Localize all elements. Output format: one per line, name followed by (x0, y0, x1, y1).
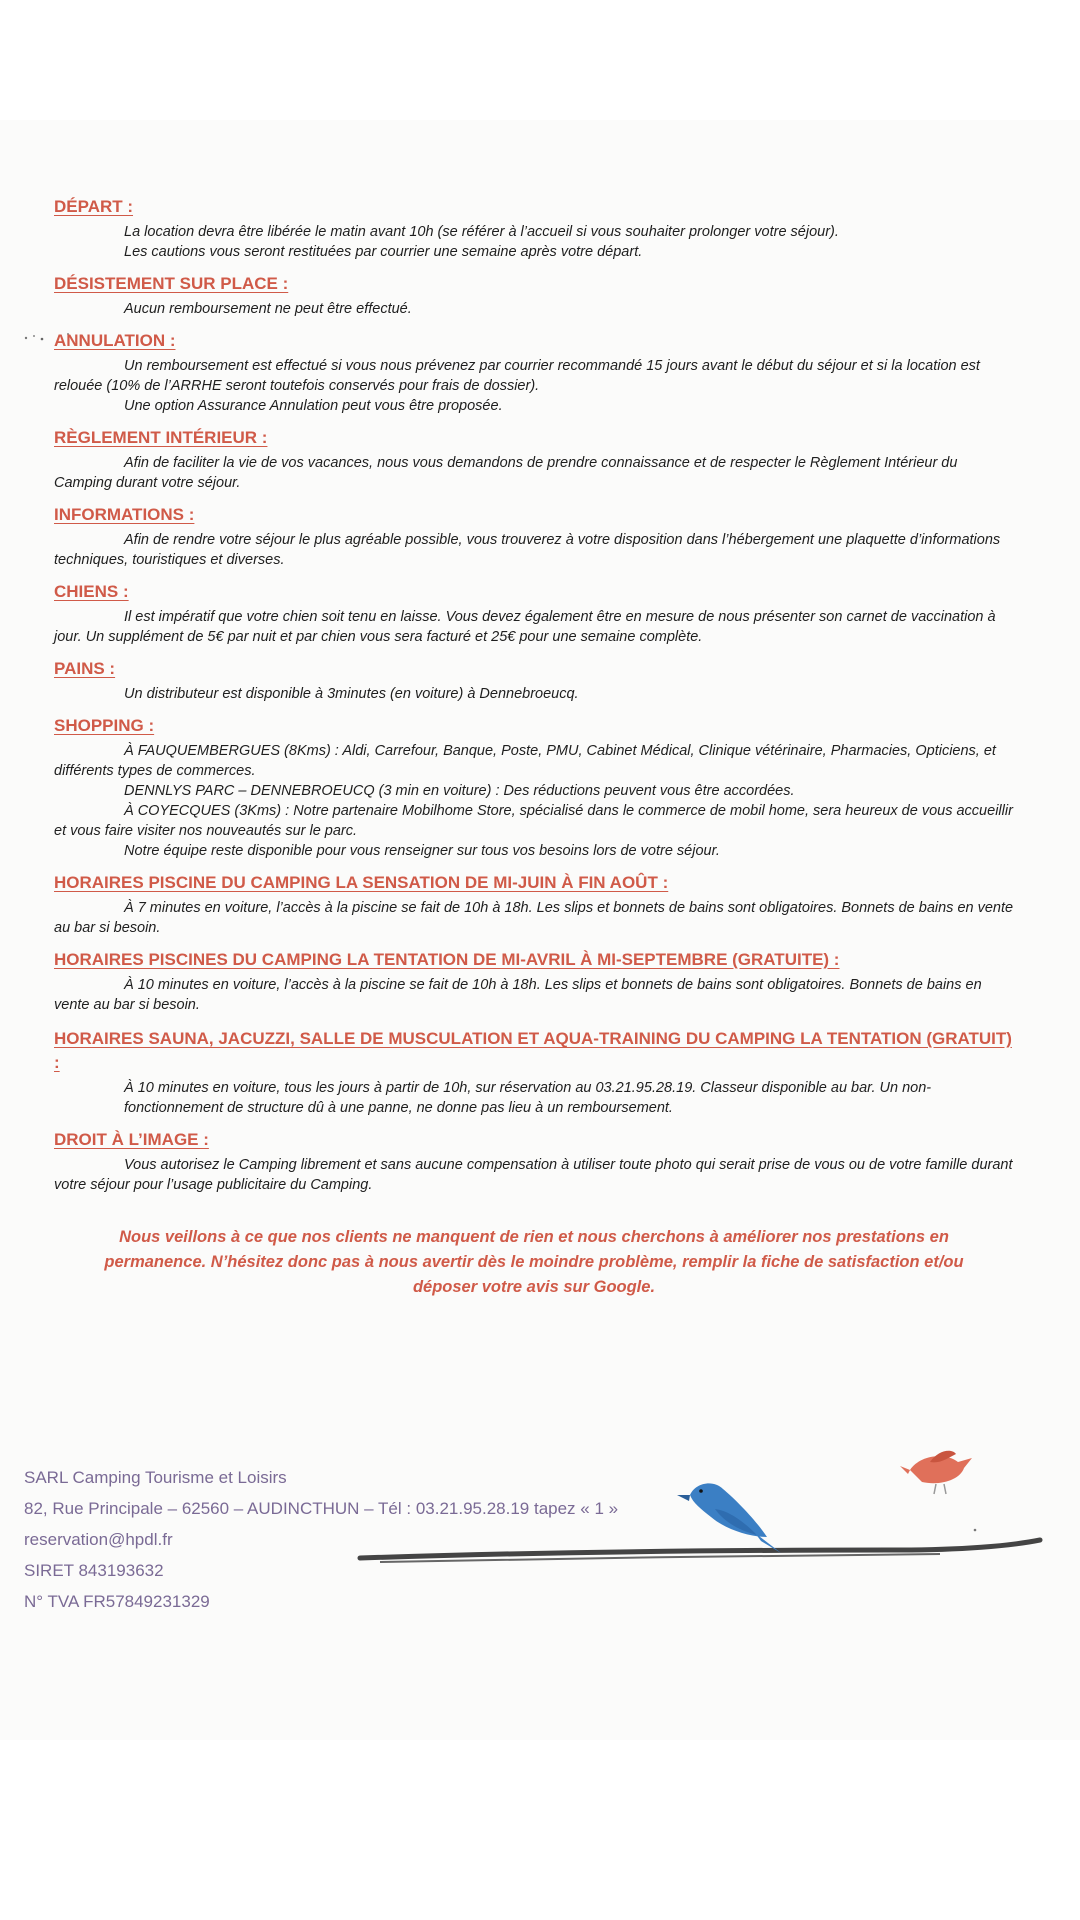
section-heading: DÉPART : (54, 197, 134, 216)
section-text: À COYECQUES (3Kms) : Notre partenaire Mobilhome Store, spécialisé dans le commerce de mobil home, sera heureux de vous accueillir et vous faire visiter nos nouveautés sur le parc. (54, 803, 1013, 839)
footer-email: reservation@hpdl.fr (24, 1530, 173, 1549)
section (54, 195, 1014, 262)
section (54, 948, 1014, 1015)
section (54, 1128, 1014, 1195)
section-text: La location devra être libérée le matin avant 10h (se référer à l’accueil si vous souhaiter prolonger votre séjour). (124, 224, 839, 240)
section-heading: HORAIRES SAUNA, JACUZZI, SALLE DE MUSCULATION ET AQUA-TRAINING DU CAMPING LA TENTATION (GRATUIT) : (54, 1029, 1012, 1072)
section-heading: CHIENS : (54, 582, 129, 601)
section-text: À 10 minutes en voiture, tous les jours à partir de 10h, sur réservation au 03.21.95.28.19. Classeur disponible au bar. Un non-fonctionnement de structure dû à une panne, ne donne pas lieu à un remboursement. (124, 1080, 932, 1116)
section-heading: INFORMATIONS : (54, 505, 195, 524)
section (54, 1027, 1014, 1118)
section-text: Un remboursement est effectué si vous nous prévenez par courrier recommandé 15 jours avant le début du séjour et si la location est relouée (10% de l’ARRHE seront toutefois conservés pour frais de dossier). (54, 358, 980, 394)
footer-siret: SIRET 843193632 (24, 1561, 164, 1580)
section-heading: ANNULATION : (54, 331, 176, 350)
section-heading: DROIT À L’IMAGE : (54, 1130, 209, 1149)
section-text: DENNLYS PARC – DENNEBROEUCQ (3 min en voiture) : Des réductions peuvent vous être accordées. (124, 783, 795, 799)
rules-document (54, 195, 1014, 1300)
footer-company: SARL Camping Tourisme et Loisirs (24, 1468, 287, 1487)
red-bird-icon (900, 1451, 972, 1494)
section-text: Les cautions vous seront restituées par courrier une semaine après votre départ. (124, 244, 643, 260)
section (54, 272, 1014, 319)
closing-message: Nous veillons à ce que nos clients ne manquent de rien et nous cherchons à améliorer nos prestations en permanence. N’hésitez donc pas à nous avertir dès le moindre problème, remplir la fiche de satisfaction et/ou déposer votre avis sur Google. (104, 1228, 964, 1296)
section (54, 714, 1014, 861)
section-text: Afin de rendre votre séjour le plus agréable possible, vous trouverez à votre disposition dans l’hébergement une plaquette d’informations techniques, touristiques et diverses. (54, 532, 1001, 568)
section-heading: SHOPPING : (54, 716, 155, 735)
section-text: Il est impératif que votre chien soit tenu en laisse. Vous devez également être en mesure de nous présenter son carnet de vaccination à jour. Un supplément de 5€ par nuit et par chien vous sera facturé et 25€ pour une semaine complète. (54, 609, 996, 645)
section (54, 580, 1014, 647)
section-heading: RÈGLEMENT INTÉRIEUR : (54, 428, 268, 447)
section (54, 503, 1014, 570)
section-text: À 7 minutes en voiture, l’accès à la piscine se fait de 10h à 18h. Les slips et bonnets de bains sont obligatoires. Bonnets de bains en vente au bar si besoin. (54, 900, 1014, 936)
section-heading: HORAIRES PISCINE DU CAMPING LA SENSATION DE MI-JUIN À FIN AOÛT : (54, 873, 669, 892)
section-text: À 10 minutes en voiture, l’accès à la piscine se fait de 10h à 18h. Les slips et bonnets de bains sont obligatoires. Bonnets de bains en vente au bar si besoin. (54, 977, 982, 1013)
section-text: Vous autorisez le Camping librement et sans aucune compensation à utiliser toute photo qui serait prise de vous ou de votre famille durant votre séjour pour l’usage publicitaire du Camping. (54, 1157, 1013, 1193)
section-heading: DÉSISTEMENT SUR PLACE : (54, 274, 289, 293)
section-text: Un distributeur est disponible à 3minutes (en voiture) à Dennebroeucq. (124, 686, 579, 702)
birds-decoration (340, 1400, 1060, 1600)
blue-bird-icon (677, 1483, 781, 1553)
section (54, 426, 1014, 493)
section (54, 657, 1014, 704)
section-text: Notre équipe reste disponible pour vous renseigner sur tous vos besoins lors de votre séjour. (124, 843, 720, 859)
section-heading: HORAIRES PISCINES DU CAMPING LA TENTATION DE MI-AVRIL À MI-SEPTEMBRE (GRATUITE) : (54, 950, 840, 969)
section-heading: PAINS : (54, 659, 116, 678)
branch-line (360, 1540, 1040, 1558)
section (54, 871, 1014, 938)
footer-tva: N° TVA FR57849231329 (24, 1592, 210, 1611)
section-text: Une option Assurance Annulation peut vous être proposée. (124, 398, 503, 414)
section (54, 329, 1014, 416)
section-text: Afin de faciliter la vie de vos vacances, nous vous demandons de prendre connaissance et de respecter le Règlement Intérieur du Camping durant votre séjour. (54, 455, 958, 491)
footer-address: 82, Rue Principale – 62560 – AUDINCTHUN – Tél : 03.21.95.28.19 tapez « 1 » (24, 1499, 619, 1518)
section-text: À FAUQUEMBERGUES (8Kms) : Aldi, Carrefour, Banque, Poste, PMU, Cabinet Médical, Clinique vétérinaire, Pharmacies, Opticiens, et différents types de commerces. (54, 743, 996, 779)
section-text: Aucun remboursement ne peut être effectué. (124, 301, 412, 317)
